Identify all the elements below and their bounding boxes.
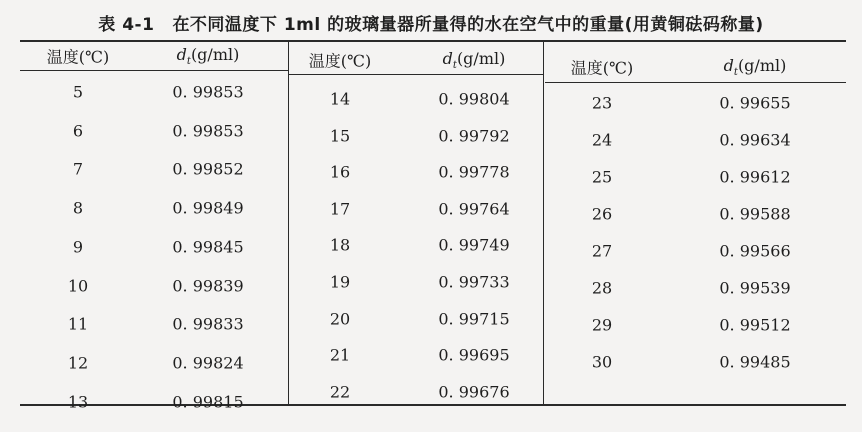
temperature-value: 13 <box>67 392 89 412</box>
table-caption <box>0 10 862 35</box>
density-value: 0. 99733 <box>438 272 510 292</box>
density-value: 0. 99815 <box>172 392 244 412</box>
density-value: 0. 99804 <box>438 89 510 109</box>
column-group-divider <box>288 42 289 404</box>
temperature-value: 23 <box>591 93 613 113</box>
table-title: 在不同温度下 1ml 的玻璃量器所量得的水在空气中的重量(用黄铜砝码称量) <box>172 15 764 35</box>
temperature-value: 29 <box>591 315 613 335</box>
temperature-value: 28 <box>591 278 613 298</box>
temperature-value: 24 <box>591 130 613 150</box>
temperature-value: 9 <box>72 237 84 257</box>
header-temperature: 温度(℃) <box>46 47 110 67</box>
temperature-value: 17 <box>329 199 351 219</box>
header-rule <box>545 82 846 83</box>
temperature-value: 6 <box>72 121 84 141</box>
density-value: 0. 99853 <box>172 82 244 102</box>
table-top-rule <box>20 40 846 42</box>
header-density <box>443 49 506 71</box>
temperature-value: 30 <box>591 352 613 372</box>
density-value: 0. 99566 <box>719 241 791 261</box>
density-value: 0. 99485 <box>719 352 791 372</box>
density-value: 0. 99824 <box>172 353 244 373</box>
density-unit: (g/ml) <box>456 48 506 68</box>
temperature-value: 12 <box>67 353 89 373</box>
temperature-value: 26 <box>591 204 613 224</box>
temperature-value: 21 <box>329 345 351 365</box>
header-rule <box>20 70 288 71</box>
temperature-value: 8 <box>72 198 84 218</box>
temperature-value: 7 <box>72 159 84 179</box>
table-bottom-rule <box>20 404 846 406</box>
temperature-value: 18 <box>329 235 351 255</box>
density-value: 0. 99676 <box>438 382 510 402</box>
temperature-value: 14 <box>329 89 351 109</box>
density-value: 0. 99588 <box>719 204 791 224</box>
density-value: 0. 99792 <box>438 126 510 146</box>
temperature-value: 5 <box>72 82 84 102</box>
density-unit: (g/ml) <box>190 44 240 64</box>
density-value: 0. 99853 <box>172 121 244 141</box>
density-value: 0. 99764 <box>438 199 510 219</box>
density-value: 0. 99655 <box>719 93 791 113</box>
density-value: 0. 99845 <box>172 237 244 257</box>
temperature-value: 10 <box>67 276 89 295</box>
temperature-value: 15 <box>329 126 351 146</box>
header-temperature: 温度(℃) <box>308 51 372 71</box>
density-symbol: $d_t$ <box>723 55 738 79</box>
density-value: 0. 99849 <box>172 198 244 218</box>
temperature-value: 11 <box>67 314 89 334</box>
density-value: 0. 99715 <box>438 309 510 329</box>
density-value: 0. 99833 <box>172 314 244 334</box>
temperature-value: 20 <box>329 309 351 329</box>
density-value: 0. 99778 <box>438 162 510 182</box>
temperature-value: 22 <box>329 382 351 402</box>
density-subscript: t <box>733 67 738 79</box>
header-density <box>724 56 787 78</box>
header-rule <box>289 74 544 75</box>
temperature-value: 16 <box>329 162 351 182</box>
density-subscript: t <box>186 56 191 68</box>
header-temperature: 温度(℃) <box>570 58 634 78</box>
temperature-value: 19 <box>329 272 351 292</box>
density-unit: (g/ml) <box>737 55 787 75</box>
header-density <box>177 45 240 67</box>
density-value: 0. 99749 <box>438 235 510 255</box>
density-subscript: t <box>452 60 457 72</box>
density-value: 0. 99634 <box>719 130 791 150</box>
density-symbol: $d_t$ <box>176 44 191 68</box>
density-value: 0. 99612 <box>719 167 791 187</box>
density-value: 0. 99512 <box>719 315 791 335</box>
temperature-value: 27 <box>591 241 613 261</box>
density-value: 0. 99852 <box>172 159 244 179</box>
density-value: 0. 99539 <box>719 278 791 298</box>
density-symbol: $d_t$ <box>442 48 457 72</box>
table-number: 表 4-1 <box>98 15 155 35</box>
density-value: 0. 99839 <box>172 276 244 295</box>
temperature-value: 25 <box>591 167 613 187</box>
column-group-divider <box>543 42 544 404</box>
density-value: 0. 99695 <box>438 345 510 365</box>
